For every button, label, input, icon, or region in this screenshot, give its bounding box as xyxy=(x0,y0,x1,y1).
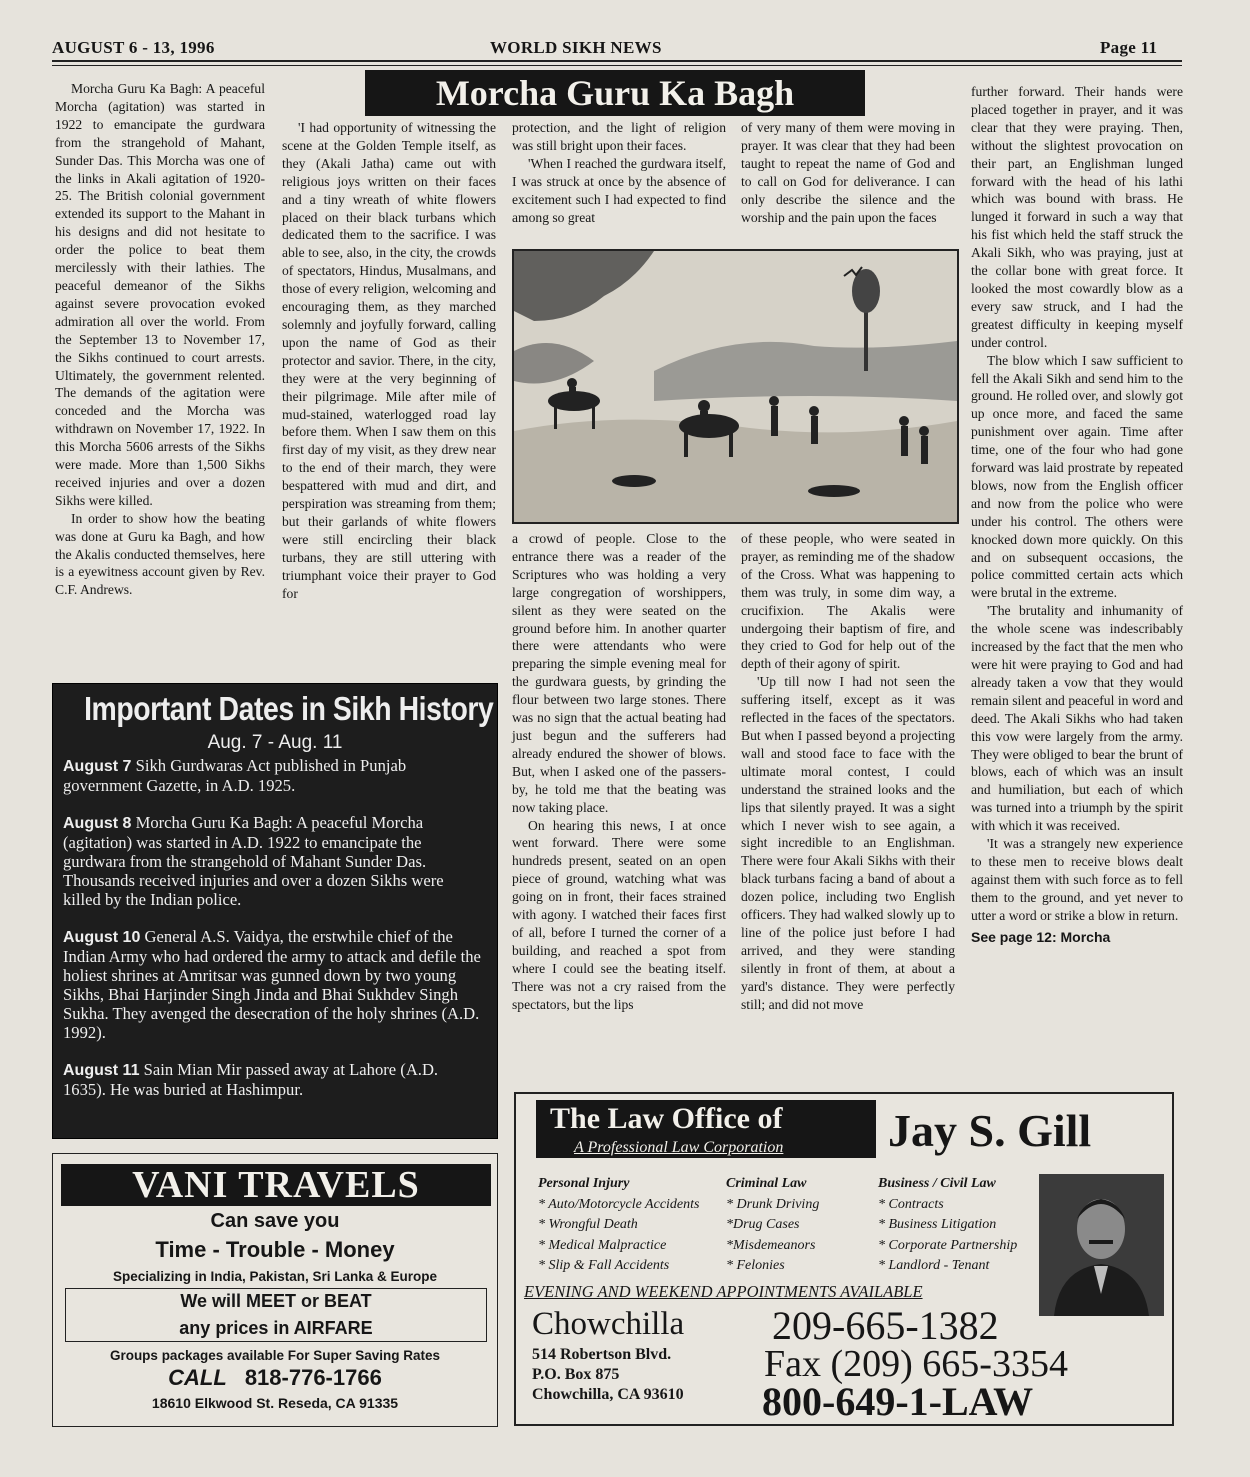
law-fax: Fax (209) 665-3354 xyxy=(764,1343,1068,1385)
continued-link[interactable]: See page 12: Morcha xyxy=(971,928,1111,945)
article-column-3-bottom xyxy=(512,530,726,1013)
date-entry xyxy=(63,927,485,1042)
vani-line1: Can save you xyxy=(210,1210,340,1232)
article-paragraph: of these people, who were seated in prayer, as reminding me of the shadow of the Cross. What was happening to them was truly, in some dim way, a crucifixion. The Akalis were undergoing their baptism of fire, and they cried to God for help out of the depth of their agony of spirit. xyxy=(741,531,955,672)
article-paragraph: In order to show how the beating was done at Guru ka Bagh, and how the Akalis conducted themselves, here is a eyewitness account given by Rev. C.F. Andrews. xyxy=(55,510,265,598)
article-headline: Morcha Guru Ka Bagh xyxy=(365,70,865,116)
issue-date: AUGUST 6 - 13, 1996 xyxy=(52,38,215,57)
vani-call-line xyxy=(53,1365,497,1391)
law-office-ad xyxy=(514,1092,1174,1426)
article-column-3-top xyxy=(512,119,726,226)
header-rule xyxy=(52,60,1182,62)
practice-item: * Corporate Partnership xyxy=(878,1237,1018,1253)
vani-travels-ad xyxy=(52,1153,498,1427)
article-paragraph: protection, and the light of religion was still bright upon their faces. xyxy=(512,120,726,153)
article-paragraph: The blow which I saw sufficient to fell the Akali Sikh and send him to the ground. He rolled over, and slowly got up once more, and faced the same punishment over again. Time after time, one of the four who had gone forward was laid prostrate by repeated blows, now from the English officer and now from the police who were under his control. The others were knocked down more quickly. On this and on subsequent occasions, the police committed certain acts which were brutal in the extreme. xyxy=(971,352,1183,601)
practice-col xyxy=(538,1174,728,1277)
practice-item: *Drug Cases xyxy=(726,1217,800,1232)
article-paragraph: of very many of them were moving in prayer. It was clear that they had been taught to repeat the name of God and to call on God for deliverance. I can only describe the silence and the worship and the pain upon the faces xyxy=(741,120,955,225)
law-addr1: 514 Robertson Blvd. xyxy=(532,1346,672,1363)
entry-date: August 7 xyxy=(63,758,132,775)
article-paragraph: a crowd of people. Close to the entrance there was a reader of the Scriptures who was holding a very large congregation of worshippers, silent as they were seated on the ground before him. In another quarter there were attendants who were preparing the simple evening meal for the gurdwara guests, by grinding the flour between two large stones. There was no sign that the actual beating had just begun and the sufferers had already endured the shower of blows. But, when I asked one of the passers-by, he told me that the beating was now taking place. xyxy=(512,531,726,815)
practice-item: * Contracts xyxy=(878,1196,944,1212)
vani-line2: Time - Trouble - Money xyxy=(155,1237,395,1262)
entry-date: August 10 xyxy=(63,929,141,946)
article-paragraph: 'It was a strangely new experience to these men to receive blows dealt against them with such force as to fell them to the ground, and yet never to utter a word or strike a blow in return. xyxy=(971,836,1183,923)
paper-name: WORLD SIKH NEWS xyxy=(490,38,662,57)
law-name: Jay S. Gill xyxy=(888,1105,1092,1156)
vani-address: 18610 Elkwood St. Reseda, CA 91335 xyxy=(151,1395,399,1411)
article-paragraph: 'The brutality and inhumanity of the whole scene was indescribably increased by the fact that the men who were hit were praying to God and had already taken a vow that they would remain silent and peaceful in word and deed. The Akali Sikhs who had taken this vow were largely from the army. They were obliged to bear the brunt of blows, each of which was an insult and humiliation, but each of which was turned into a triumph by the spirit with which it was received. xyxy=(971,603,1183,834)
vani-phone: 818-776-1766 xyxy=(244,1365,382,1390)
law-addr3: Chowchilla, CA 93610 xyxy=(532,1386,684,1403)
practice-item: * Landlord - Tenant xyxy=(878,1258,990,1273)
dates-title: Important Dates in Sikh History xyxy=(84,690,494,727)
practice-head: Personal Injury xyxy=(538,1176,630,1191)
vani-box1: We will MEET or BEAT xyxy=(180,1291,372,1311)
vani-name: VANI TRAVELS xyxy=(61,1164,491,1206)
practice-col xyxy=(726,1174,876,1277)
article-paragraph: 'I had opportunity of witnessing the scene at the Golden Temple itself, as they (Akali Jatha) came out with religious joys written on their faces and a tiny wreath of white flowers placed on their black turbans which dedicated them to the sacrifice. I was able to see, also, in the city, the crowds of spectators, Hindus, Musalmans, and those of every religion, welcoming and encouraging them, as they marched solemnly and joyfully forward, calling upon the name of God as their protector and savior. There, in the city, they were at the very beginning of their pilgrimage. Mile after mile of mud-stained, waterlogged road lay before them. When I saw them on this first day of my visit, as they drew near to the end of their march, they were bespattered with mud and dirt, and perspiration was streaming from them; but their garlands of white flowers were still encircling their black turbans, they are still uttering with triumphant voice their prayer to God for xyxy=(282,120,496,601)
vani-line4: Groups packages available For Super Saving Rates xyxy=(109,1348,441,1363)
date-entry xyxy=(63,813,485,909)
article-paragraph: Morcha Guru Ka Bagh: A peaceful Morcha (agitation) was started in 1922 to emancipate the gurdwara from the strangehold of Mahant, Sunder Das. This Morcha was one of the links in Akali agitation of 1920-25. The British colonial government extended its support to the Mahant in his designs and did not hesitate to order the police to beat them mercilessly with their lathies. The peaceful demeanor of the Sikhs against severe provocation evoked admiration all over the world. From the September 13 to November 17, the Sikhs continued to court arrests. Ultimately, the government relented. The demands of the agitation were conceded and the Morcha was withdrawn on November 17, 1922. In this Morcha 5606 arrests of the Sikhs were made. More than 1,500 Sikhs received injuries and over a dozen Sikhs were killed. xyxy=(55,81,265,508)
attorney-portrait xyxy=(1039,1174,1164,1316)
practice-head: Criminal Law xyxy=(726,1176,807,1191)
practice-item: * Wrongful Death xyxy=(538,1217,638,1232)
entry-text: Sain Mian Mir passed away at Lahore (A.D. 1635). He was buried at Hashimpur. xyxy=(63,1060,439,1099)
practice-head: Business / Civil Law xyxy=(878,1176,996,1191)
article-column-4-bottom xyxy=(741,530,955,1013)
appointments: EVENING AND WEEKEND APPOINTMENTS AVAILABLE xyxy=(524,1282,923,1301)
practice-item: * Auto/Motorcycle Accidents xyxy=(538,1196,700,1212)
article-column-5 xyxy=(971,83,1183,947)
practice-item: * Business Litigation xyxy=(878,1217,997,1232)
law-title: The Law Office of xyxy=(550,1102,783,1135)
date-entry xyxy=(63,1060,485,1099)
vani-call: CALL xyxy=(168,1365,227,1390)
law-phone[interactable]: 209-665-1382 xyxy=(772,1303,999,1348)
article-column-1 xyxy=(55,80,265,599)
practice-col xyxy=(878,1174,1038,1277)
important-dates-box xyxy=(52,683,498,1139)
practice-item: * Felonies xyxy=(726,1258,785,1273)
page-number: Page 11 xyxy=(1100,38,1158,57)
law-city: Chowchilla xyxy=(532,1306,685,1342)
practice-item: * Slip & Fall Accidents xyxy=(538,1258,670,1273)
entry-text: General A.S. Vaidya, the erstwhile chief of the Indian Army who had ordered the army to attack and defile the holiest shrines at Amritsar was gunned down by two young Sikhs, Bhai Harjinder Singh Jinda and Bhai Sukhdev Singh Sukha. They avenged the desecration of the holy shrines (A.D. 1992). xyxy=(63,927,481,1042)
vani-line3: Specializing in India, Pakistan, Sri Lanka & Europe xyxy=(112,1269,438,1284)
practice-item: *Misdemeanors xyxy=(726,1237,816,1253)
entry-text: Sikh Gurdwaras Act published in Punjab government Gazette, in A.D. 1925. xyxy=(63,756,407,795)
article-column-4-top xyxy=(741,119,955,226)
dates-range: Aug. 7 - Aug. 11 xyxy=(207,732,343,753)
vani-offer-box xyxy=(65,1288,487,1342)
attorney-photo xyxy=(1039,1174,1164,1316)
practice-item: * Medical Malpractice xyxy=(538,1237,667,1253)
article-paragraph: 'Up till now I had not seen the suffering itself, except as it was reflected in the faces of the spectators. But when I passed beyond a projecting wall and stood face to face with the ultimate moral contest, I could understand the strained looks and the lips that silently prayed. It was a sight which I never wish to see again, a sight incredible to an Englishman. There were four Akali Sikhs with their black turbans facing a band of about a dozen police, including two English officers. They had walked slowly up to line of the police just before I had arrived, and they were standing silently in front of them, at about a yard's distance. They were perfectly still; and did not move xyxy=(741,674,955,1012)
law-tollfree[interactable]: 800-649-1-LAW xyxy=(762,1379,1034,1424)
date-entry xyxy=(63,756,485,795)
article-paragraph: On hearing this news, I at once went forward. There were some hundreds present, seated on an open piece of ground, watching what was going on in front, their faces strained with agony. I watched their faces first of all, before I turned the corner of a building, and reached a spot from where I could see the beating itself. There was not a cry raised from the spectators, but the lips xyxy=(512,817,726,1012)
article-column-2 xyxy=(282,119,496,602)
entry-date: August 8 xyxy=(63,815,132,832)
header-rule-2 xyxy=(52,65,1182,66)
article-paragraph: 'When I reached the gurdwara itself, I was struck at once by the absence of excitement such I had expected to find among so great xyxy=(512,155,726,225)
law-subtitle: A Professional Law Corporation xyxy=(574,1139,784,1156)
practice-item: * Drunk Driving xyxy=(726,1196,820,1212)
entry-date: August 11 xyxy=(63,1062,140,1079)
battle-illustration xyxy=(512,249,959,524)
law-addr2: P.O. Box 875 xyxy=(532,1366,620,1383)
article-paragraph: further forward. Their hands were placed together in prayer, and it was clear that they were praying. Then, without the slightest provocation on their part, an Englishman lunged forward with the head of his lathi which was bound with brass. He lunged it forward in such a way that his fist which held the staff struck the Akali Sikh, who was praying, just at the collar bone with great force. It looked the most cowardly blow as a every saw struck, and I had the greatest difficulty in keeping myself under control. xyxy=(971,84,1183,350)
illustration-drawing xyxy=(514,251,957,522)
vani-box2: any prices in AIRFARE xyxy=(179,1318,373,1338)
entry-text: Morcha Guru Ka Bagh: A peaceful Morcha (agitation) was started in A.D. 1922 to emancipate the gurdwara from the strangehold of Mahant Sunder Das. Thousands received injuries and over a dozen Sikhs were killed by the Indian police. xyxy=(63,813,444,909)
